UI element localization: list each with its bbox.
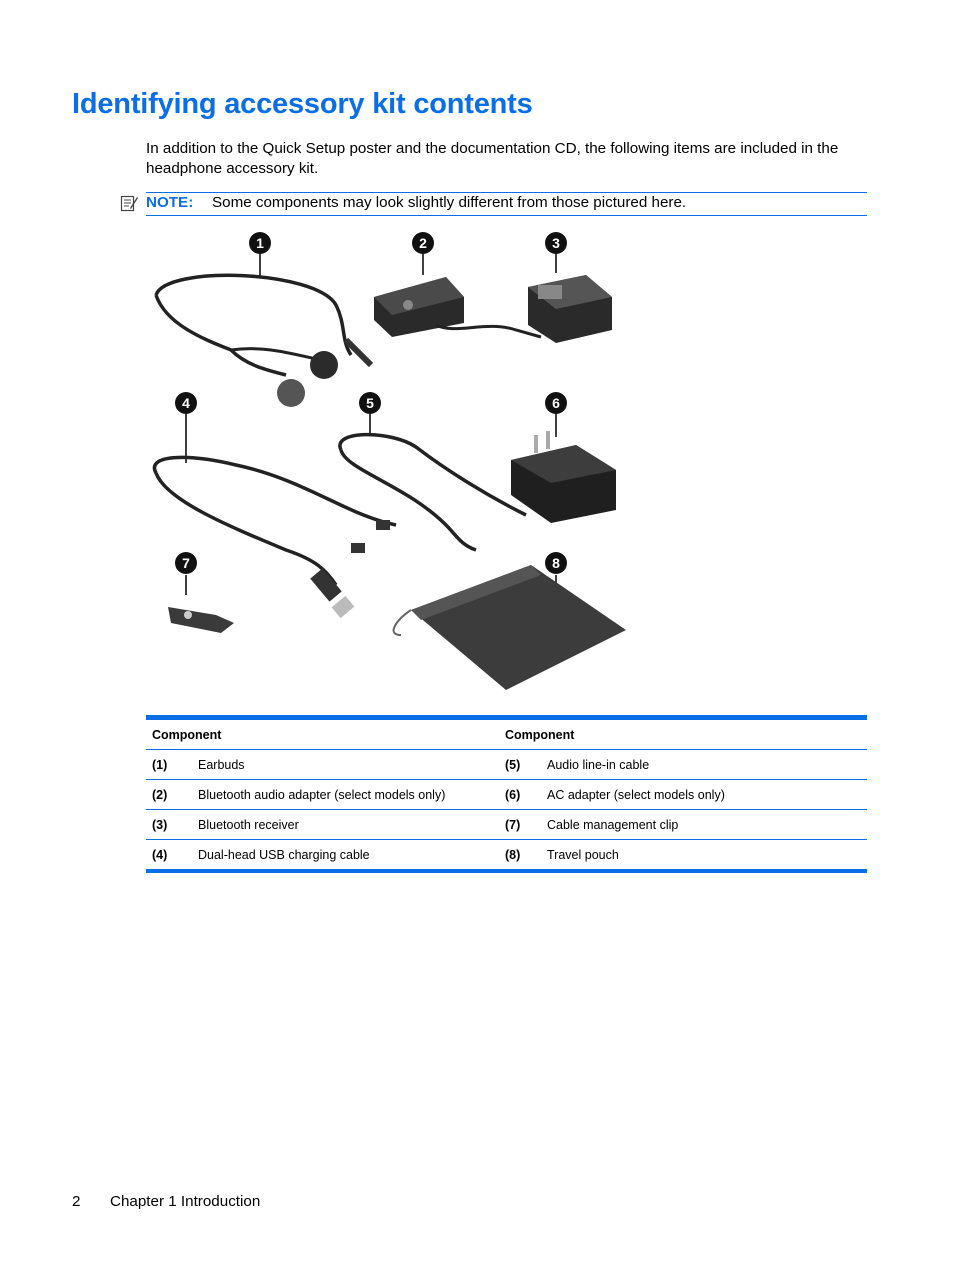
row-number: (1) (152, 758, 168, 772)
chapter-label: Chapter 1 Introduction (110, 1193, 261, 1210)
callout-number: 6 (552, 395, 560, 411)
row-description: Audio line-in cable (547, 758, 650, 772)
callout-number: 1 (256, 235, 264, 251)
note-label: NOTE: (146, 194, 194, 211)
note-box (146, 192, 867, 216)
table-row (146, 839, 867, 869)
row-number: (2) (152, 788, 168, 802)
callout-number: 7 (182, 555, 190, 571)
table-header (146, 720, 867, 749)
accessory-kit-illustration (146, 225, 636, 695)
row-description: Bluetooth audio adapter (select models only) (198, 788, 446, 802)
travel-pouch-image (394, 565, 626, 690)
note-icon (120, 194, 138, 212)
row-description: Travel pouch (547, 848, 619, 862)
page-number: 2 (72, 1193, 81, 1210)
note-text: Some components may look slightly different from those pictured here. (212, 194, 687, 211)
table-row (146, 779, 867, 809)
cable-clip-image (168, 575, 234, 633)
row-number: (6) (505, 788, 521, 802)
callout-number: 5 (366, 395, 374, 411)
row-description: Cable management clip (547, 818, 679, 832)
callout-number: 3 (552, 235, 560, 251)
bluetooth-adapter-image (374, 243, 541, 337)
row-number: (3) (152, 818, 168, 832)
component-table (146, 715, 867, 873)
callout-number: 2 (419, 235, 427, 251)
row-number: (8) (505, 848, 521, 862)
callout-number: 4 (182, 395, 190, 411)
row-description: Bluetooth receiver (198, 818, 299, 832)
header-component-left: Component (152, 728, 222, 742)
row-number: (4) (152, 848, 168, 862)
row-description: Earbuds (198, 758, 245, 772)
table-row (146, 809, 867, 839)
row-number: (7) (505, 818, 521, 832)
row-number: (5) (505, 758, 521, 772)
page-title: Identifying accessory kit contents (72, 88, 533, 120)
row-description: AC adapter (select models only) (547, 788, 725, 802)
earbuds-image (156, 243, 371, 407)
callout-number: 8 (552, 555, 560, 571)
intro-paragraph: In addition to the Quick Setup poster and the documentation CD, the following items are included in the headphone accessory kit. (146, 140, 839, 177)
bluetooth-receiver-image (528, 243, 612, 343)
audio-cable-image (340, 403, 526, 550)
header-component-right: Component (505, 728, 575, 742)
ac-adapter-image (511, 403, 616, 523)
row-description: Dual-head USB charging cable (198, 848, 370, 862)
table-row (146, 749, 867, 779)
